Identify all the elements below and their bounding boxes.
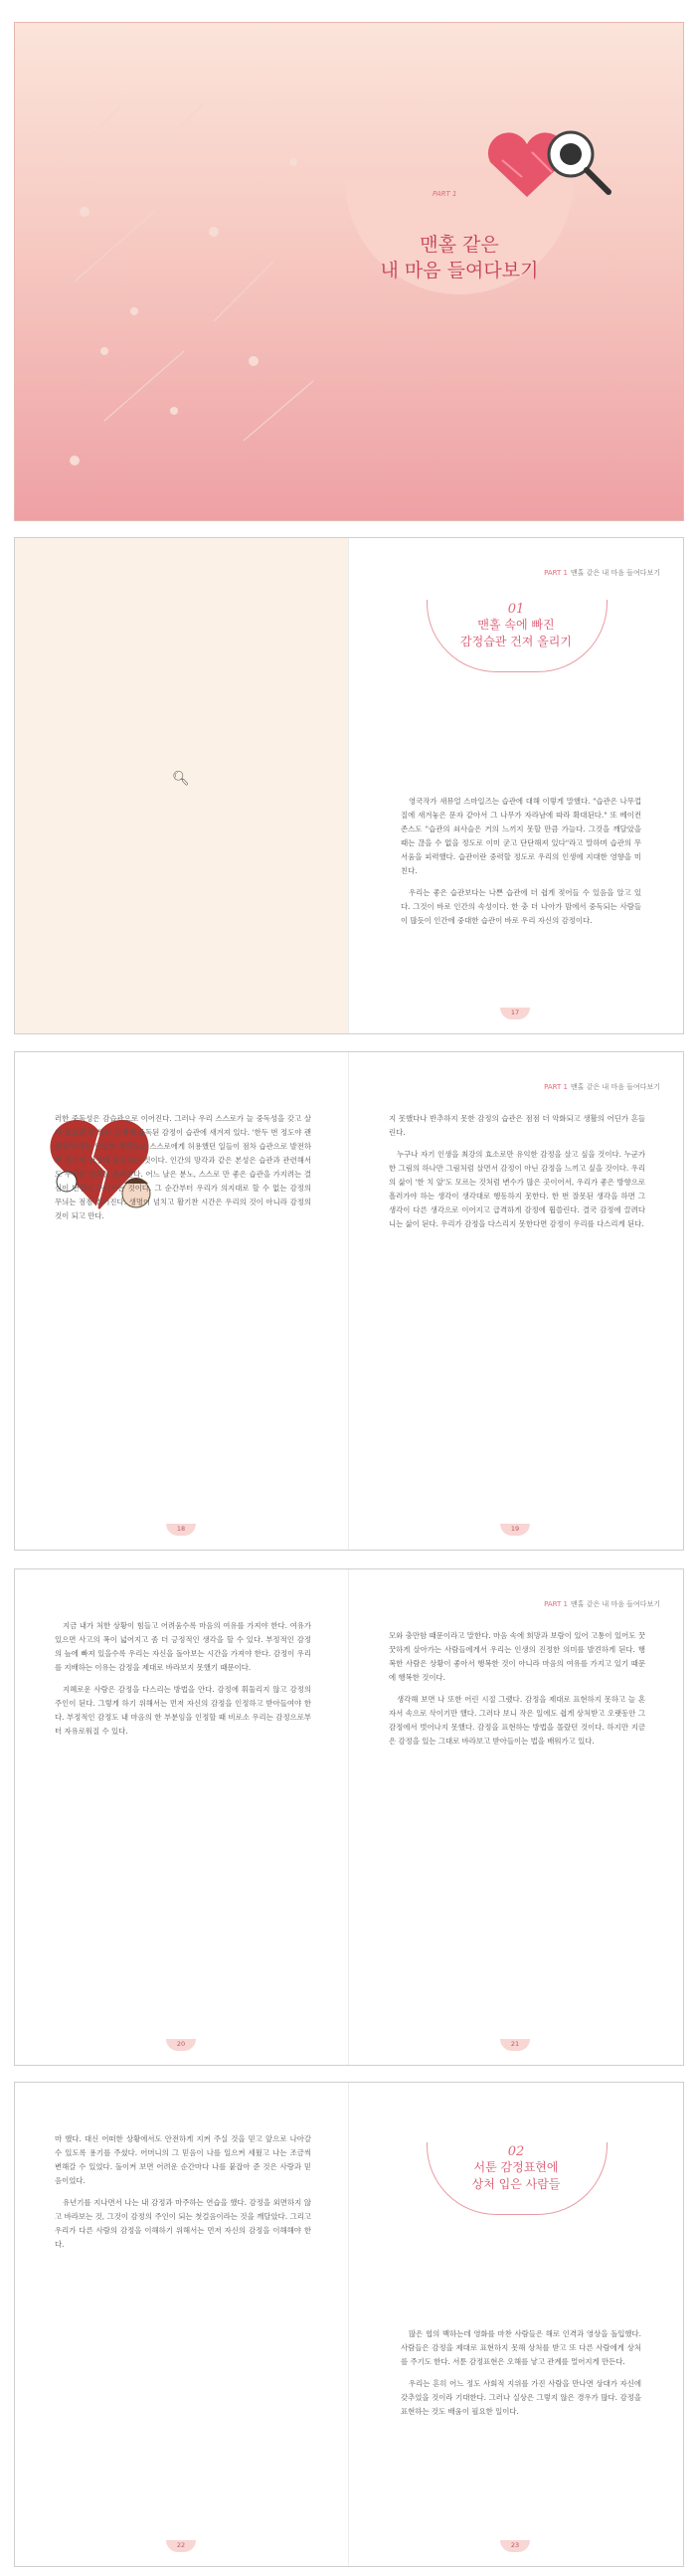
page-number: 21	[500, 2039, 530, 2051]
page-19	[349, 1052, 682, 1550]
paragraph: 유년기를 지나면서 나는 내 감정과 마주하는 연습을 했다. 감정을 외면하지 않고 바라보는 것, 그것이 감정의 주인이 되는 첫걸음이라는 것을 깨달았다. 그리고 우리가 다른 사람의 감정을 이해하기 위해서는 먼저 자신의 감정을 이해해야 한다.	[55, 2198, 311, 2249]
paragraph: 마 했다. 대신 어떠한 상황에서도 안전하게 지켜 주실 것을 믿고 앞으로 나아갈 수 있도록 용기를 주셨다. 어머니의 그 믿음이 나를 일으켜 세웠고 나는 조금씩 변해갈 수 있었다. 돌이켜 보면 어려운 순간마다 나를 붙잡아 준 것은 사랑과 믿음이었다.	[55, 2134, 311, 2185]
header-part: PART 1	[544, 569, 568, 577]
cover-title-line1: 맨홀 같은	[420, 234, 499, 256]
chapter-title-line2: 상처 입은 사람들	[471, 2177, 561, 2191]
page-17	[349, 538, 682, 1033]
blank-page	[15, 538, 348, 1033]
page-18	[15, 1052, 348, 1550]
spread-2	[14, 537, 684, 1034]
chapter-heading	[427, 2144, 606, 2193]
paragraph: 모와 충만함 때문이라고 말한다. 마음 속에 희망과 보람이 있어 고통이 있어도 꿋꿋하게 살아가는 사람들에게서 우리는 인생의 진정한 의미를 발견하게 된다. 행복한 사람은 상황이 좋아서 행복한 것이 아니라 마음의 여유를 가지고 있기 때문에 행복한 것이다.	[389, 1631, 645, 1682]
spread-4	[14, 1568, 684, 2066]
spread-5	[14, 2082, 684, 2567]
header-title: 맨홀 같은 내 마음 들여다보기	[570, 569, 660, 577]
cover-page	[14, 22, 684, 521]
body-text	[401, 795, 641, 936]
chapter-heading	[427, 602, 606, 650]
chapter-number: 02	[507, 2144, 525, 2159]
paragraph: 많은 협의 백하는데 영화를 마찬 사람들은 해로 인격과 영상을 돌입했다. 사람들은 감정을 제대로 표현하지 못해 상처를 받고 또 다른 사람에게 상처를 주기도 한다. 서툰 감정표현은 오해를 낳고 관계를 멀어지게 만든다.	[401, 2329, 641, 2366]
page-number: 20	[166, 2039, 196, 2051]
paragraph: 지금 내가 처한 상황이 힘들고 어려움수록 마음의 여유를 가져야 한다. 여유가 있으면 사고의 폭이 넓어지고 좀 더 긍정적인 생각을 할 수 있다. 부정적인 감정의 늪에 빠져 있을수록 우리는 자신을 돌아보는 시간을 가져야 한다. 감정이 우리를 지배하는 이유는 감정을 제대로 바라보지 못했기 때문이다.	[55, 1621, 311, 1672]
page-number: 23	[500, 2540, 530, 2552]
paragraph: 지혜로운 사람은 감정을 다스리는 방법을 안다. 감정에 휘둘리지 않고 감정의 주인이 된다. 그렇게 하기 위해서는 먼저 자신의 감정을 인정하고 받아들여야 한다. 부정적인 감정도 내 마음의 한 부분임을 인정할 때 비로소 우리는 감정으로부터 자유로워질 수 있다.	[55, 1685, 311, 1736]
cover-title-line2: 내 마음 들여다보기	[380, 260, 539, 281]
body-text	[55, 1619, 311, 1747]
paragraph: 누구나 자기 인생을 최강의 효소로만 유익한 감정을 살고 싶을 것이다. 누군가 한 그림의 하나만 그림처럼 살면서 감정이 아닌 감정을 느끼고 싶을 것이다. 우리의 삶이 '한 치 앞'도 모르는 것처럼 변수가 많은 곳이어서, 우리가 좋은 방향으로 흘러가야 하는 생각이 생각대로 행동하지 못한다. 한 번 잘못된 생각을 하면 그 생각이 다른 생각으로 이어지고 급격하게 감정에 휩쓸린다. 결국 감정에 끌려다니는 삶이 된다. 우리가 감정을 다스리지 못한다면 감정이 우리를 다스리게 된다.	[389, 1150, 645, 1228]
header-title: 맨홀 같은 내 마음 들여다보기	[570, 1083, 660, 1091]
chapter-number: 01	[507, 602, 525, 617]
paragraph: 생각해 보면 나 또한 어린 시절 그랬다. 감정을 제대로 표현하지 못하고 늘 혼자서 속으로 삭이기만 했다. 그러다 보니 작은 일에도 쉽게 상처받고 오랫동안 그 감정에서 벗어나지 못했다. 감정을 표현하는 방법을 몰랐던 것이다. 하지만 지금은 감정을 있는 그대로 바라보고 받아들이는 법을 배워가고 있다.	[389, 1695, 645, 1746]
header-title: 맨홀 같은 내 마음 들여다보기	[570, 1600, 660, 1608]
page-number: 18	[166, 1524, 196, 1536]
page-23	[349, 2083, 682, 2566]
chapter-title-line2: 감정습관 건져 올리기	[460, 635, 572, 648]
page-22	[15, 2083, 348, 2566]
running-header	[544, 1599, 660, 1609]
running-header	[544, 1082, 660, 1092]
cover-part-label: PART 1	[433, 190, 457, 198]
page-number: 17	[500, 1008, 530, 1019]
page-number: 19	[500, 1524, 530, 1536]
body-text	[55, 2132, 311, 2260]
header-part: PART 1	[544, 1600, 568, 1608]
chapter-title-line1: 맨홀 속에 빠진	[477, 618, 555, 632]
body-text	[389, 1112, 645, 1239]
body-text	[55, 1112, 311, 1231]
body-text	[389, 1629, 645, 1756]
paragraph: 우리는 좋은 습관보다는 나쁜 습관에 더 쉽게 젖어들 수 있음을 알고 있다. 그것이 바로 인간의 속성이다. 한 충 더 나아가 맘에서 중독되는 사람들이 많듯이 인간에 중대한 습관이 바로 우리 자신의 감정이다.	[401, 888, 641, 925]
spread-3	[14, 1051, 684, 1551]
body-text	[401, 2327, 641, 2427]
magnifier-icon	[539, 122, 618, 202]
page-number: 22	[166, 2540, 196, 2552]
chapter-title-line1: 서툰 감정표현에	[473, 2160, 559, 2174]
page-21	[349, 1569, 682, 2065]
paragraph: 러한 중독성은 감습관으로 이어진다. 그러나 우리 스스로가 늘 중독성을 갖고 살지 않으면 안 되는 감정에 중독된 감정이 습관에 새겨져 있다. '한두 번 정도야 괜찮겠지'하는 안일한 생각으로 스스로에게 허용했던 일들이 점차 습관으로 발전하면 결국에 감정에 중독되는 것이다. 인간의 망각과 같은 본성은 습관과 관련해서도 무서운 결과를 초래한다. 어느 날은 분노, 스스로 만 좋은 습관을 가지려는 결심이 번번이 무너지는 것이다. 그 순간부터 우리가 의지대로 할 수 없는 감정의 무늬는 점점 짙어진다. 생명이 넘치고 활기찬 시간은 우리의 것이 아니라 감정의 것이 되고 만다.	[55, 1114, 311, 1220]
header-part: PART 1	[544, 1083, 568, 1091]
magnifier-icon: 🔍︎	[172, 771, 190, 787]
running-header	[544, 568, 660, 578]
paragraph: 지 못했다나 반추하지 못한 감정의 습관은 점점 더 악화되고 생활의 어딘가 흔들린다.	[389, 1114, 645, 1137]
paragraph: 영국작가 새뮤얼 스마일즈는 습관에 대해 이렇게 말했다. "습관은 나무껍질에 새겨놓은 문자 같아서 그 나무가 자라남에 따라 확대된다." 또 베이컨 존스도 "습관의 쇠사슬은 거의 느끼지 못할 만큼 가늘다. 그것을 깨달았을 때는 끊을 수 없을 정도로 이미 굳고 단단해져 있다"라고 말하며 습관의 무서움을 피력했다. 습관이란 중력할 정도로 우리의 인생에 지대한 영향을 미친다.	[401, 797, 641, 875]
page-20	[15, 1569, 348, 2065]
paragraph: 우리는 흔히 어느 정도 사회적 지위를 가진 사람을 만나면 상대가 자신에 갖추었을 것이라 기대한다. 그러나 실상은 그렇지 않은 경우가 많다. 감정을 표현하는 것도 배움이 필요한 일이다.	[401, 2379, 641, 2416]
